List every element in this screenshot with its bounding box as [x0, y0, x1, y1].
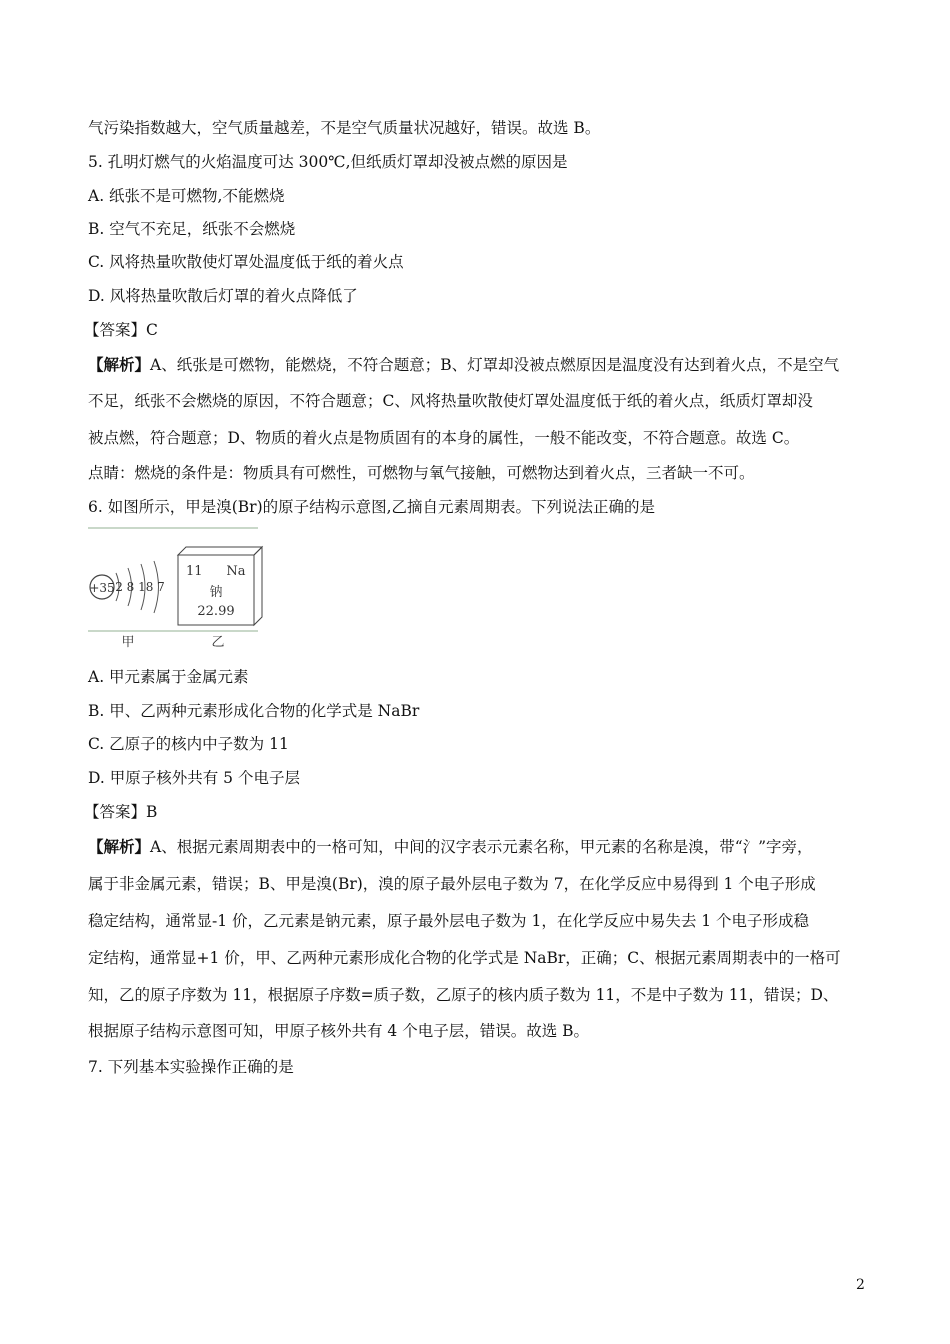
question-6-option-d: D. 甲原子核外共有 5 个电子层	[88, 769, 300, 787]
question-5-option-a: A. 纸张不是可燃物,不能燃烧	[88, 187, 285, 205]
figure-label-yi: 乙	[211, 635, 225, 649]
element-symbol: Na	[226, 564, 246, 579]
answer-value: C	[146, 321, 158, 339]
question-6-option-b: B. 甲、乙两种元素形成化合物的化学式是 NaBr	[88, 702, 420, 720]
atomic-mass: 22.99	[197, 604, 235, 619]
question-6-explanation-line-3: 稳定结构，通常显-1 价，乙元素是钠元素，原子最外层电子数为 1，在化学反应中易失去 1 个电子形成稳	[88, 912, 810, 930]
question-5-option-b: B. 空气不充足，纸张不会燃烧	[88, 220, 296, 238]
page-number: 2	[856, 1277, 865, 1293]
nucleus-charge: +35	[89, 581, 115, 595]
question-6-option-c: C. 乙原子的核内中子数为 11	[88, 735, 289, 753]
question-5-explanation-line-1: 【解析】A、纸张是可燃物，能燃烧，不符合题意；B、灯罩却没被点燃原因是温度没有达到着火点，不是空气	[88, 355, 840, 374]
question-5-stem: 5. 孔明灯燃气的火焰温度可达 300℃,但纸质灯罩却没被点燃的原因是	[88, 153, 568, 171]
answer-label: 【答案】	[84, 321, 147, 339]
text-line: 气污染指数越大，空气质量越差，不是空气质量状况越好，错误。故选 B。	[88, 119, 601, 137]
question-6-explanation-line-1: 【解析】A、根据元素周期表中的一格可知，中间的汉字表示元素名称，甲元素的名称是溴，带“氵”字旁，	[88, 837, 813, 856]
explanation-label: 【解析】	[88, 837, 151, 856]
question-5-tip: 点睛：燃烧的条件是：物质具有可燃性，可燃物与氧气接触，可燃物达到着火点，三者缺一不可。	[88, 464, 755, 482]
question-6-option-a: A. 甲元素属于金属元素	[88, 668, 249, 686]
electron-shell-counts: 2 8 18 7	[115, 580, 165, 594]
figure-label-jia: 甲	[121, 635, 135, 649]
question-6-explanation-line-4: 定结构，通常显+1 价，甲、乙两种元素形成化合物的化学式是 NaBr，正确；C、根据元素周期表中的一格可	[88, 949, 841, 967]
answer-value: B	[146, 803, 158, 821]
atomic-number: 11	[186, 564, 203, 579]
question-5-answer	[84, 320, 158, 340]
question-6-stem: 6. 如图所示，甲是溴(Br)的原子结构示意图,乙摘自元素周期表。下列说法正确的是	[88, 498, 656, 516]
question-5-option-c: C. 风将热量吹散使灯罩处温度低于纸的着火点	[88, 253, 404, 271]
answer-label: 【答案】	[84, 803, 147, 821]
question-5-explanation-line-2: 不足，纸张不会燃烧的原因，不符合题意；C、风将热量吹散使灯罩处温度低于纸的着火点，纸质灯罩却没	[88, 392, 813, 410]
question-5-explanation-line-3: 被点燃，符合题意；D、物质的着火点是物质固有的本身的属性，一般不能改变，不符合题意。故选 C。	[88, 429, 800, 447]
atom-structure-and-periodic-table-figure	[86, 527, 264, 649]
question-7-stem: 7. 下列基本实验操作正确的是	[88, 1058, 294, 1076]
question-6-explanation-line-2: 属于非金属元素，错误；B、甲是溴(Br)，溴的原子最外层电子数为 7，在化学反应中易得到 1 个电子形成	[88, 875, 816, 893]
question-6-explanation-line-5: 知，乙的原子序数为 11，根据原子序数=质子数，乙原子的核内质子数为 11，不是中子数为 11，错误；D、	[88, 986, 839, 1004]
question-6-explanation-line-6: 根据原子结构示意图可知，甲原子核外共有 4 个电子层，错误。故选 B。	[88, 1022, 590, 1040]
question-5-option-d: D. 风将热量吹散后灯罩的着火点降低了	[88, 287, 358, 305]
question-6-answer	[84, 802, 157, 822]
element-name: 钠	[209, 585, 223, 600]
explanation-label: 【解析】	[88, 355, 151, 374]
